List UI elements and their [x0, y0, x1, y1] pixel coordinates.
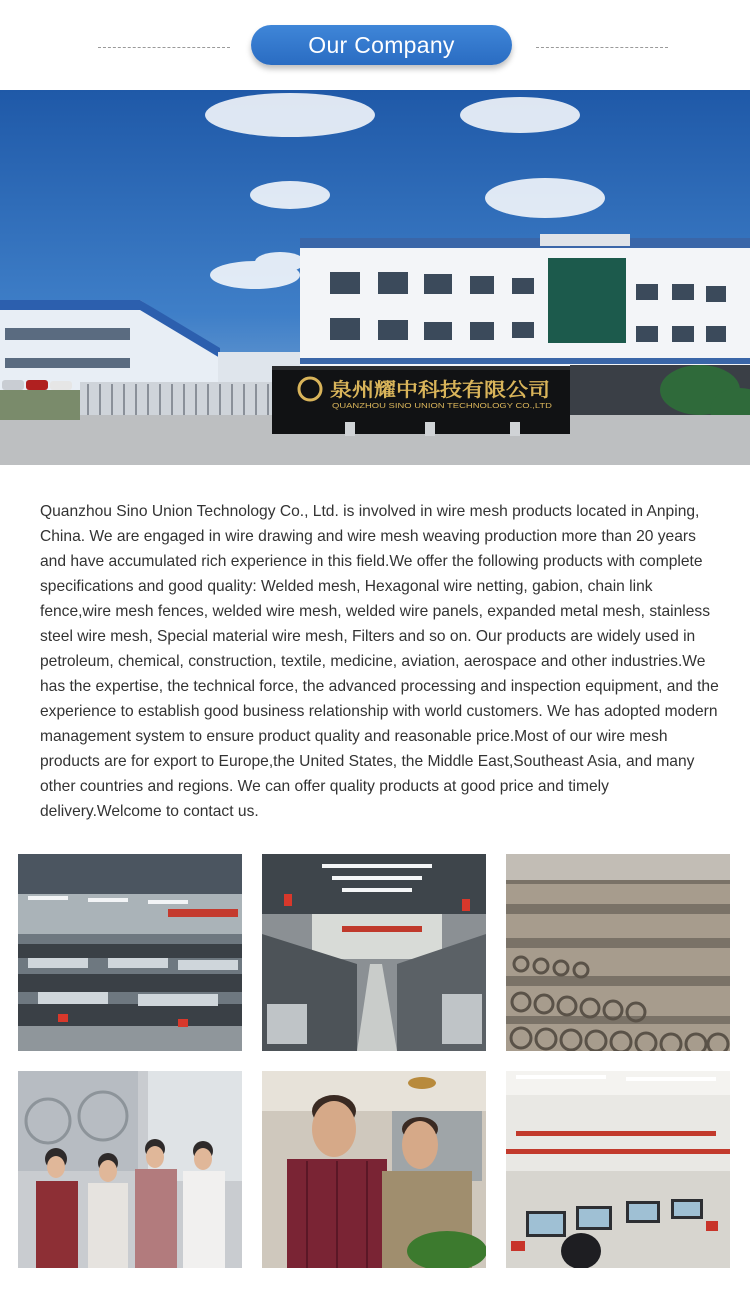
sign-english: QUANZHOU SINO UNION TECHNOLOGY CO.,LTD	[332, 403, 552, 410]
company-description: Quanzhou Sino Union Technology Co., Ltd. is involved in wire mesh products located in Anping, China. We are engaged in wire drawing and wire mesh weaving production more than 20 years and have accumulated rich experience in this field.We offer the following products with complete specifications and good quality: Welded mesh, Hexagonal wire netting, gabion, chain link fence,wire mesh fences, welded wire mesh, welded wire panels, expanded metal mesh, stainless steel wire mesh, Special material wire mesh, Filters and so on. Our products are widely used in petroleum, chemical, construction, textile, medicine, aviation, aerospace and other industries.We has the expertise, the technical force, the advanced processing and inspection equipment, and the experience to establish good business relationship with world customers. We has adopted modern management system to ensure product quality and reasonable price.Most of our wire mesh products are for export to Europe,the United States, the Middle East,Southeast Asia, and many other countries and regions. We can offer quality products at good price and timely delivery.Welcome to contact us.	[40, 503, 719, 820]
gallery-photo-wire-coils	[506, 854, 730, 1051]
left-dashed-divider	[98, 47, 230, 48]
gallery-photo-exhibition-team	[18, 1071, 242, 1268]
section-header	[0, 0, 750, 90]
gallery-photo-weaving-machines	[18, 854, 242, 1051]
section-title: Our Company	[251, 25, 512, 65]
company-building-photo	[0, 90, 750, 465]
gallery-photo-two-men	[262, 1071, 486, 1268]
sign-chinese: 泉州耀中科技有限公司	[330, 379, 521, 401]
right-dashed-divider	[536, 47, 668, 48]
gallery-photo-workshop-aisle	[262, 854, 486, 1051]
gallery-photo-office	[506, 1071, 730, 1268]
photo-gallery	[18, 854, 731, 1268]
